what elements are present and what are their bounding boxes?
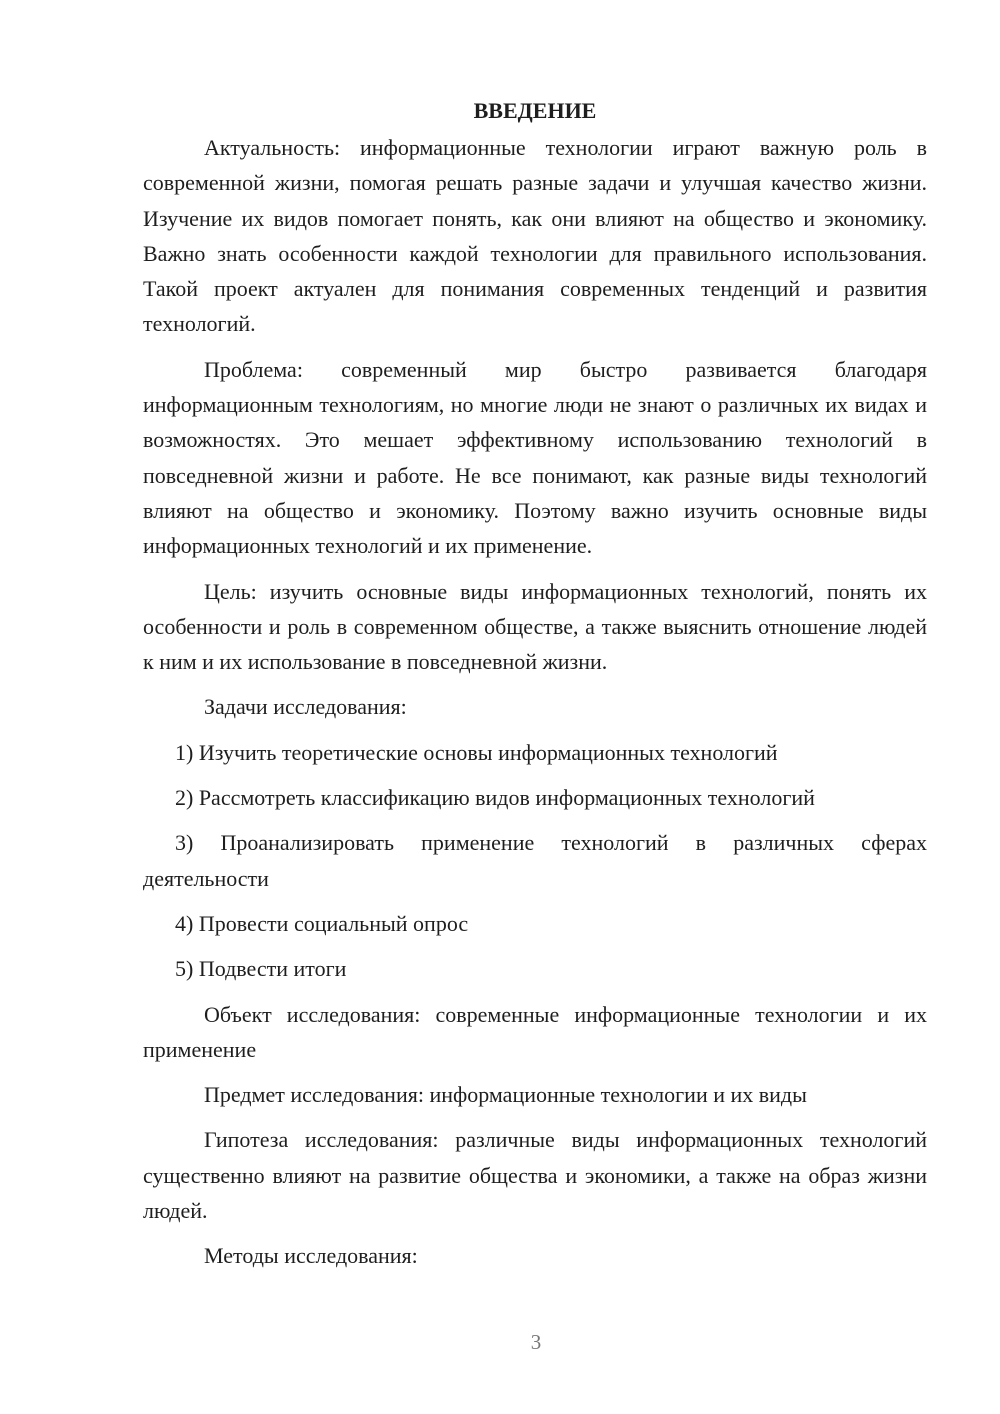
paragraph-goal: Цель: изучить основные виды информационных технологий, понять их особенности и роль в современном обществе, а также выяснить отношение людей к ним и их использование в повседневной жизни. [143, 578, 927, 675]
methods-heading: Методы исследования: [204, 1243, 418, 1269]
paragraph-hypothesis: Гипотеза исследования: различные виды информационных технологий существенно влияют на развитие общества и экономики, а также на образ жизни людей. [143, 1127, 927, 1224]
paragraph-object: Объект исследования: современные информационные технологии и их применение [143, 1001, 927, 1062]
task-item-4: 4) Провести социальный опрос [175, 910, 469, 936]
task-item-1: 1) Изучить теоретические основы информационных технологий [175, 739, 778, 765]
page-number: 3 [530, 1330, 542, 1354]
paragraph-subject: Предмет исследования: информационные технологии и их виды [204, 1082, 807, 1108]
task-item-5: 5) Подвести итоги [175, 956, 347, 982]
paragraph-problem: Проблема: современный мир быстро развивается благодаря информационным технологиям, но многие люди не знают о различных их видах и возможностях. Это мешает эффективному использованию технологий в повседневной жизни и работе. Не все понимают, как разные виды технологий влияют на общество и экономику. Поэтому важно изучить основные виды информационных технологий и их применение. [143, 356, 927, 559]
task-item-2: 2) Рассмотреть классификацию видов информационных технологий [175, 785, 815, 811]
paragraph-relevance: Актуальность: информационные технологии играют важную роль в современной жизни, помогая решать разные задачи и улучшая качество жизни. Изучение их видов помогает понять, как они влияют на общество и экономику. Важно знать особенности каждой технологии для правильного использования. Такой проект актуален для понимания современных тенденций и развития технологий. [143, 135, 927, 337]
section-title: ВВЕДЕНИЕ [473, 98, 597, 123]
tasks-heading: Задачи исследования: [204, 694, 407, 720]
task-item-3: 3) Проанализировать применение технологий в различных сферах деятельности [143, 830, 927, 891]
